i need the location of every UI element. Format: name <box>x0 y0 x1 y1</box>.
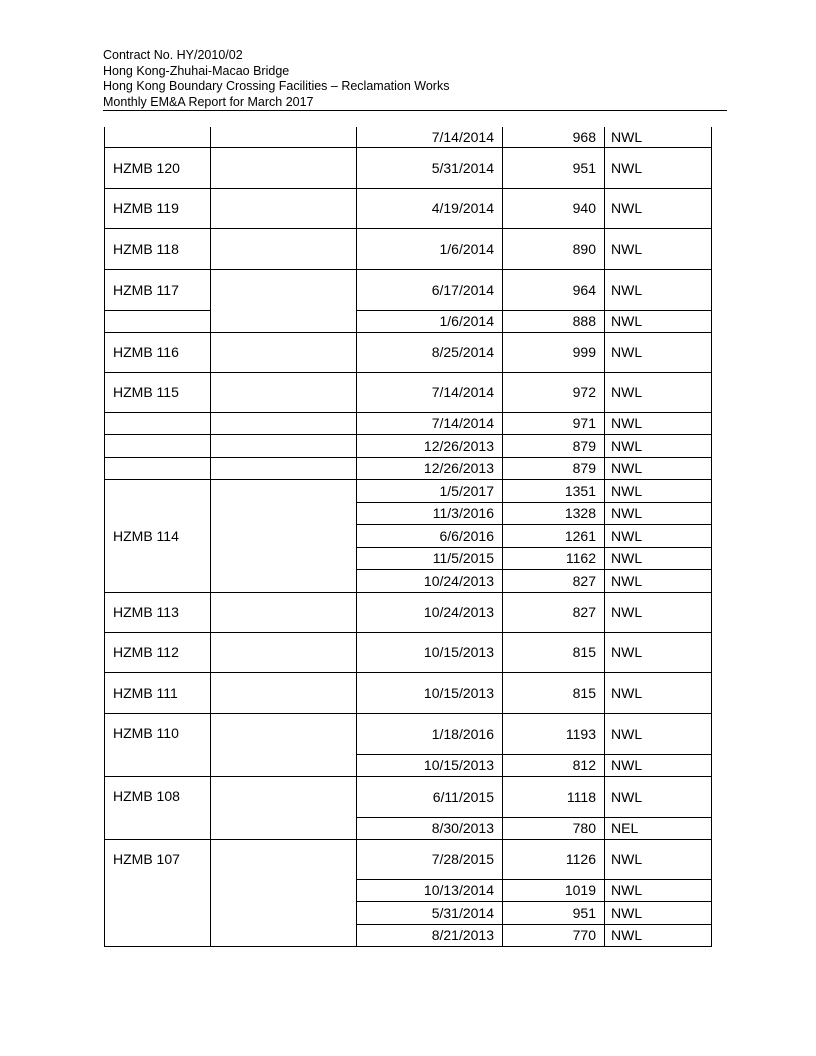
date-cell: 8/25/2014 <box>357 332 503 372</box>
header-divider <box>103 110 727 111</box>
project-name: Hong Kong-Zhuhai-Macao Bridge <box>103 63 290 78</box>
station-cell: HZMB 117 <box>105 269 211 310</box>
date-cell: 12/26/2013 <box>357 457 503 479</box>
value-cell: 815 <box>503 632 605 672</box>
date-cell: 5/31/2014 <box>357 901 503 924</box>
level-cell: NWL <box>605 372 712 412</box>
page-header <box>103 48 449 110</box>
station-cell: HZMB 120 <box>105 147 211 188</box>
remark-cell <box>211 457 357 479</box>
date-cell: 10/24/2013 <box>357 569 503 592</box>
remark-cell <box>211 269 357 332</box>
value-cell: 1351 <box>503 479 605 502</box>
level-cell: NWL <box>605 269 712 310</box>
date-cell: 1/6/2014 <box>357 310 503 332</box>
table-row <box>105 310 712 332</box>
value-cell: 1193 <box>503 713 605 754</box>
station-cell: HZMB 113 <box>105 592 211 632</box>
remark-cell <box>211 127 357 147</box>
contract-number: Contract No. HY/2010/02 <box>103 48 243 62</box>
table-row <box>105 269 712 310</box>
remark-cell <box>211 412 357 434</box>
station-cell: HZMB 110 <box>105 713 211 776</box>
level-cell: NWL <box>605 672 712 713</box>
date-cell: 11/3/2016 <box>357 502 503 524</box>
level-cell: NWL <box>605 457 712 479</box>
level-cell: NWL <box>605 127 712 147</box>
remark-cell <box>211 672 357 713</box>
value-cell: 940 <box>503 188 605 228</box>
date-cell: 4/19/2014 <box>357 188 503 228</box>
level-cell: NWL <box>605 479 712 502</box>
station-cell <box>105 310 211 332</box>
value-cell: 971 <box>503 412 605 434</box>
station-cell: HZMB 108 <box>105 776 211 839</box>
value-cell: 827 <box>503 569 605 592</box>
value-cell: 1261 <box>503 524 605 547</box>
remark-cell <box>211 839 357 946</box>
station-cell: HZMB 119 <box>105 188 211 228</box>
table-row <box>105 592 712 632</box>
date-cell: 10/15/2013 <box>357 754 503 776</box>
value-cell: 815 <box>503 672 605 713</box>
value-cell: 999 <box>503 332 605 372</box>
remark-cell <box>211 776 357 839</box>
level-cell: NWL <box>605 754 712 776</box>
table-row <box>105 479 712 502</box>
station-cell: HZMB 118 <box>105 228 211 269</box>
station-cell: HZMB 111 <box>105 672 211 713</box>
date-cell: 1/5/2017 <box>357 479 503 502</box>
value-cell: 951 <box>503 901 605 924</box>
date-cell: 10/13/2014 <box>357 879 503 901</box>
value-cell: 1126 <box>503 839 605 879</box>
level-cell: NWL <box>605 332 712 372</box>
station-cell: HZMB 116 <box>105 332 211 372</box>
value-cell: 972 <box>503 372 605 412</box>
level-cell: NWL <box>605 502 712 524</box>
remark-cell <box>211 188 357 228</box>
table-row <box>105 672 712 713</box>
report-title: Monthly EM&A Report for March 2017 <box>103 94 314 109</box>
table-row <box>105 412 712 434</box>
remark-cell <box>211 592 357 632</box>
date-cell: 6/17/2014 <box>357 269 503 310</box>
level-cell: NWL <box>605 592 712 632</box>
remark-cell <box>211 332 357 372</box>
table-row <box>105 713 712 754</box>
table-row <box>105 228 712 269</box>
table-row <box>105 776 712 817</box>
level-cell: NWL <box>605 310 712 332</box>
remark-cell <box>211 632 357 672</box>
value-cell: 968 <box>503 127 605 147</box>
value-cell: 1162 <box>503 547 605 569</box>
level-cell: NWL <box>605 547 712 569</box>
level-cell: NEL <box>605 817 712 839</box>
value-cell: 879 <box>503 434 605 457</box>
table-row <box>105 332 712 372</box>
station-cell: HZMB 107 <box>105 839 211 946</box>
table-row <box>105 147 712 188</box>
table-row <box>105 188 712 228</box>
monitoring-table <box>104 127 712 947</box>
date-cell: 10/15/2013 <box>357 672 503 713</box>
table-row <box>105 457 712 479</box>
station-cell: HZMB 115 <box>105 372 211 412</box>
level-cell: NWL <box>605 924 712 946</box>
date-cell: 8/21/2013 <box>357 924 503 946</box>
table-row <box>105 839 712 879</box>
remark-cell <box>211 434 357 457</box>
level-cell: NWL <box>605 632 712 672</box>
remark-cell <box>211 479 357 592</box>
remark-cell <box>211 147 357 188</box>
value-cell: 1019 <box>503 879 605 901</box>
value-cell: 770 <box>503 924 605 946</box>
date-cell: 6/11/2015 <box>357 776 503 817</box>
date-cell: 7/14/2014 <box>357 412 503 434</box>
table-row <box>105 372 712 412</box>
value-cell: 1118 <box>503 776 605 817</box>
level-cell: NWL <box>605 147 712 188</box>
level-cell: NWL <box>605 569 712 592</box>
level-cell: NWL <box>605 776 712 817</box>
date-cell: 5/31/2014 <box>357 147 503 188</box>
value-cell: 888 <box>503 310 605 332</box>
date-cell: 10/24/2013 <box>357 592 503 632</box>
date-cell: 7/28/2015 <box>357 839 503 879</box>
works-name: Hong Kong Boundary Crossing Facilities – Reclamation Works <box>103 79 450 93</box>
station-cell: HZMB 112 <box>105 632 211 672</box>
value-cell: 827 <box>503 592 605 632</box>
level-cell: NWL <box>605 879 712 901</box>
remark-cell <box>211 372 357 412</box>
value-cell: 890 <box>503 228 605 269</box>
table-row <box>105 632 712 672</box>
value-cell: 879 <box>503 457 605 479</box>
date-cell: 7/14/2014 <box>357 127 503 147</box>
level-cell: NWL <box>605 901 712 924</box>
value-cell: 964 <box>503 269 605 310</box>
date-cell: 1/18/2016 <box>357 713 503 754</box>
station-cell <box>105 457 211 479</box>
value-cell: 780 <box>503 817 605 839</box>
value-cell: 812 <box>503 754 605 776</box>
date-cell: 11/5/2015 <box>357 547 503 569</box>
value-cell: 1328 <box>503 502 605 524</box>
date-cell: 10/15/2013 <box>357 632 503 672</box>
table-row <box>105 434 712 457</box>
level-cell: NWL <box>605 188 712 228</box>
table-row <box>105 127 712 147</box>
station-cell: HZMB 114 <box>105 479 211 592</box>
level-cell: NWL <box>605 839 712 879</box>
date-cell: 6/6/2016 <box>357 524 503 547</box>
level-cell: NWL <box>605 412 712 434</box>
remark-cell <box>211 713 357 776</box>
station-cell <box>105 412 211 434</box>
date-cell: 1/6/2014 <box>357 228 503 269</box>
level-cell: NWL <box>605 434 712 457</box>
level-cell: NWL <box>605 524 712 547</box>
date-cell: 7/14/2014 <box>357 372 503 412</box>
station-cell <box>105 434 211 457</box>
level-cell: NWL <box>605 228 712 269</box>
date-cell: 12/26/2013 <box>357 434 503 457</box>
remark-cell <box>211 228 357 269</box>
date-cell: 8/30/2013 <box>357 817 503 839</box>
station-cell <box>105 127 211 147</box>
level-cell: NWL <box>605 713 712 754</box>
value-cell: 951 <box>503 147 605 188</box>
